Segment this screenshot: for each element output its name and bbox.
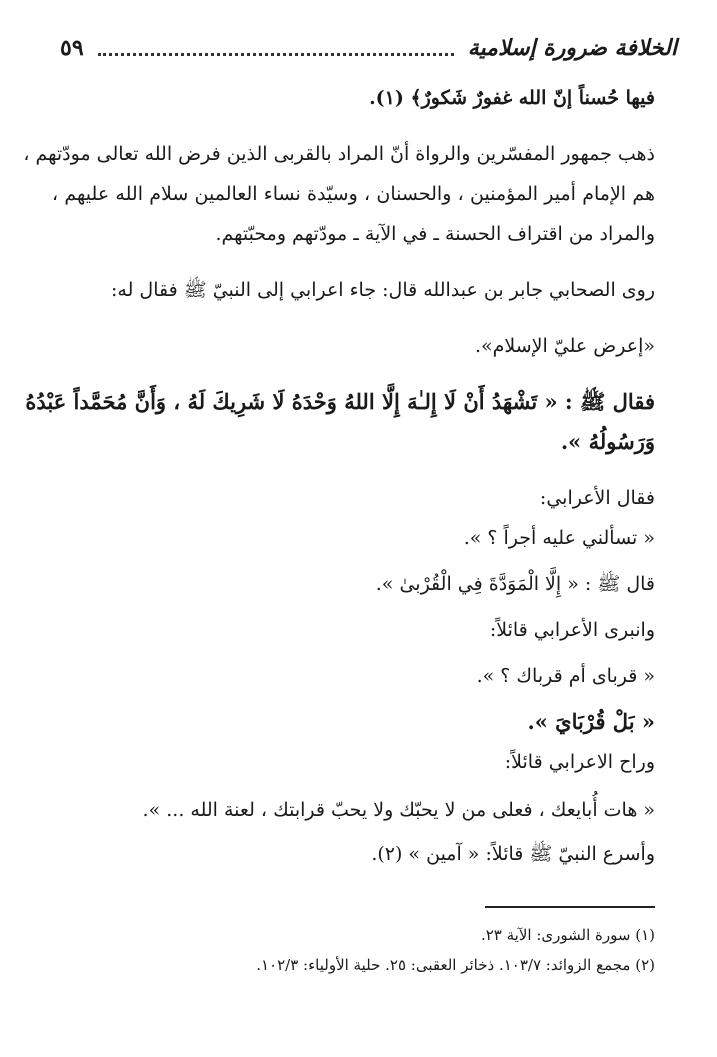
- running-header: [60, 28, 677, 68]
- paragraph-line: روى الصحابي جابر بن عبدالله قال: جاء اعرابي إلى النبيّ ﷺ فقال له:: [110, 279, 655, 301]
- page-number: ٥٩: [60, 35, 84, 61]
- narration-line: وانبرى الأعرابي قائلاً:: [489, 619, 655, 641]
- paragraph-line: ذهب جمهور المفسّرين والرواة أنّ المراد بالقربى الذين فرض الله تعالى مودّتهم ،: [23, 143, 655, 165]
- verse-continuation: فيها حُسناً إنّ الله غفورٌ شَكورٌ﴾ (١).: [369, 87, 655, 109]
- quote-line: « قربای أم قرباك ؟ ».: [476, 665, 655, 687]
- narration-line: وراح الاعرابي قائلاً:: [504, 751, 655, 773]
- quote-line: « هات أُبايعك ، فعلى من لا يحبّك ولا يحبّ قرابتك ، لعنة الله ... ».: [142, 799, 655, 821]
- footnote-divider: [485, 906, 655, 908]
- page-body: [23, 78, 655, 874]
- header-dot-leader: [98, 53, 454, 56]
- paragraph-line: هم الإمام أمير المؤمنين ، والحسنان ، وسيّدة نساء العالمين سلام الله عليهم ،: [52, 183, 655, 205]
- quote-line-bold: فقال ﷺ : « تَشْهَدُ أَنْ لَا إِلـٰهَ إِلَّا اللهُ وَحْدَهُ لَا شَرِيكَ لَهُ ، وَأَنَّ مُحَمَّداً عَبْدُهُ: [25, 389, 655, 414]
- footnote-2: (٢) مجمع الزوائد: ١٠٣/٧. ذخائر العقبى: ٢٥. حلية الأولياء: ١٠٢/٣.: [256, 956, 655, 974]
- footnote-1: (١) سورة الشورى: الآية ٢٣.: [480, 926, 655, 944]
- narration-line: وأسرع النبيّ ﷺ قائلاً: « آمين » (٢).: [371, 843, 655, 865]
- narration-line: فقال الأعرابي:: [539, 487, 655, 509]
- paragraph-line: والمراد من اقتراف الحسنة ـ في الآية ـ مودّتهم ومحبّتهم.: [215, 223, 655, 245]
- quote-line-bold: وَرَسُولُهُ ».: [560, 429, 655, 454]
- quote-line: « تسألني عليه أجراً ؟ ».: [463, 527, 655, 549]
- header-title: الخلافة ضرورة إسلامية: [467, 35, 677, 61]
- quote-line-bold: « بَلْ قُرْبَايَ ».: [527, 709, 655, 734]
- quote-line: «إعرض عليّ الإسلام».: [474, 335, 655, 357]
- quote-line: قال ﷺ : « إِلَّا الْمَوَدَّةَ فِي الْقُرْبىٰ ».: [375, 573, 655, 595]
- footnotes: [52, 920, 655, 980]
